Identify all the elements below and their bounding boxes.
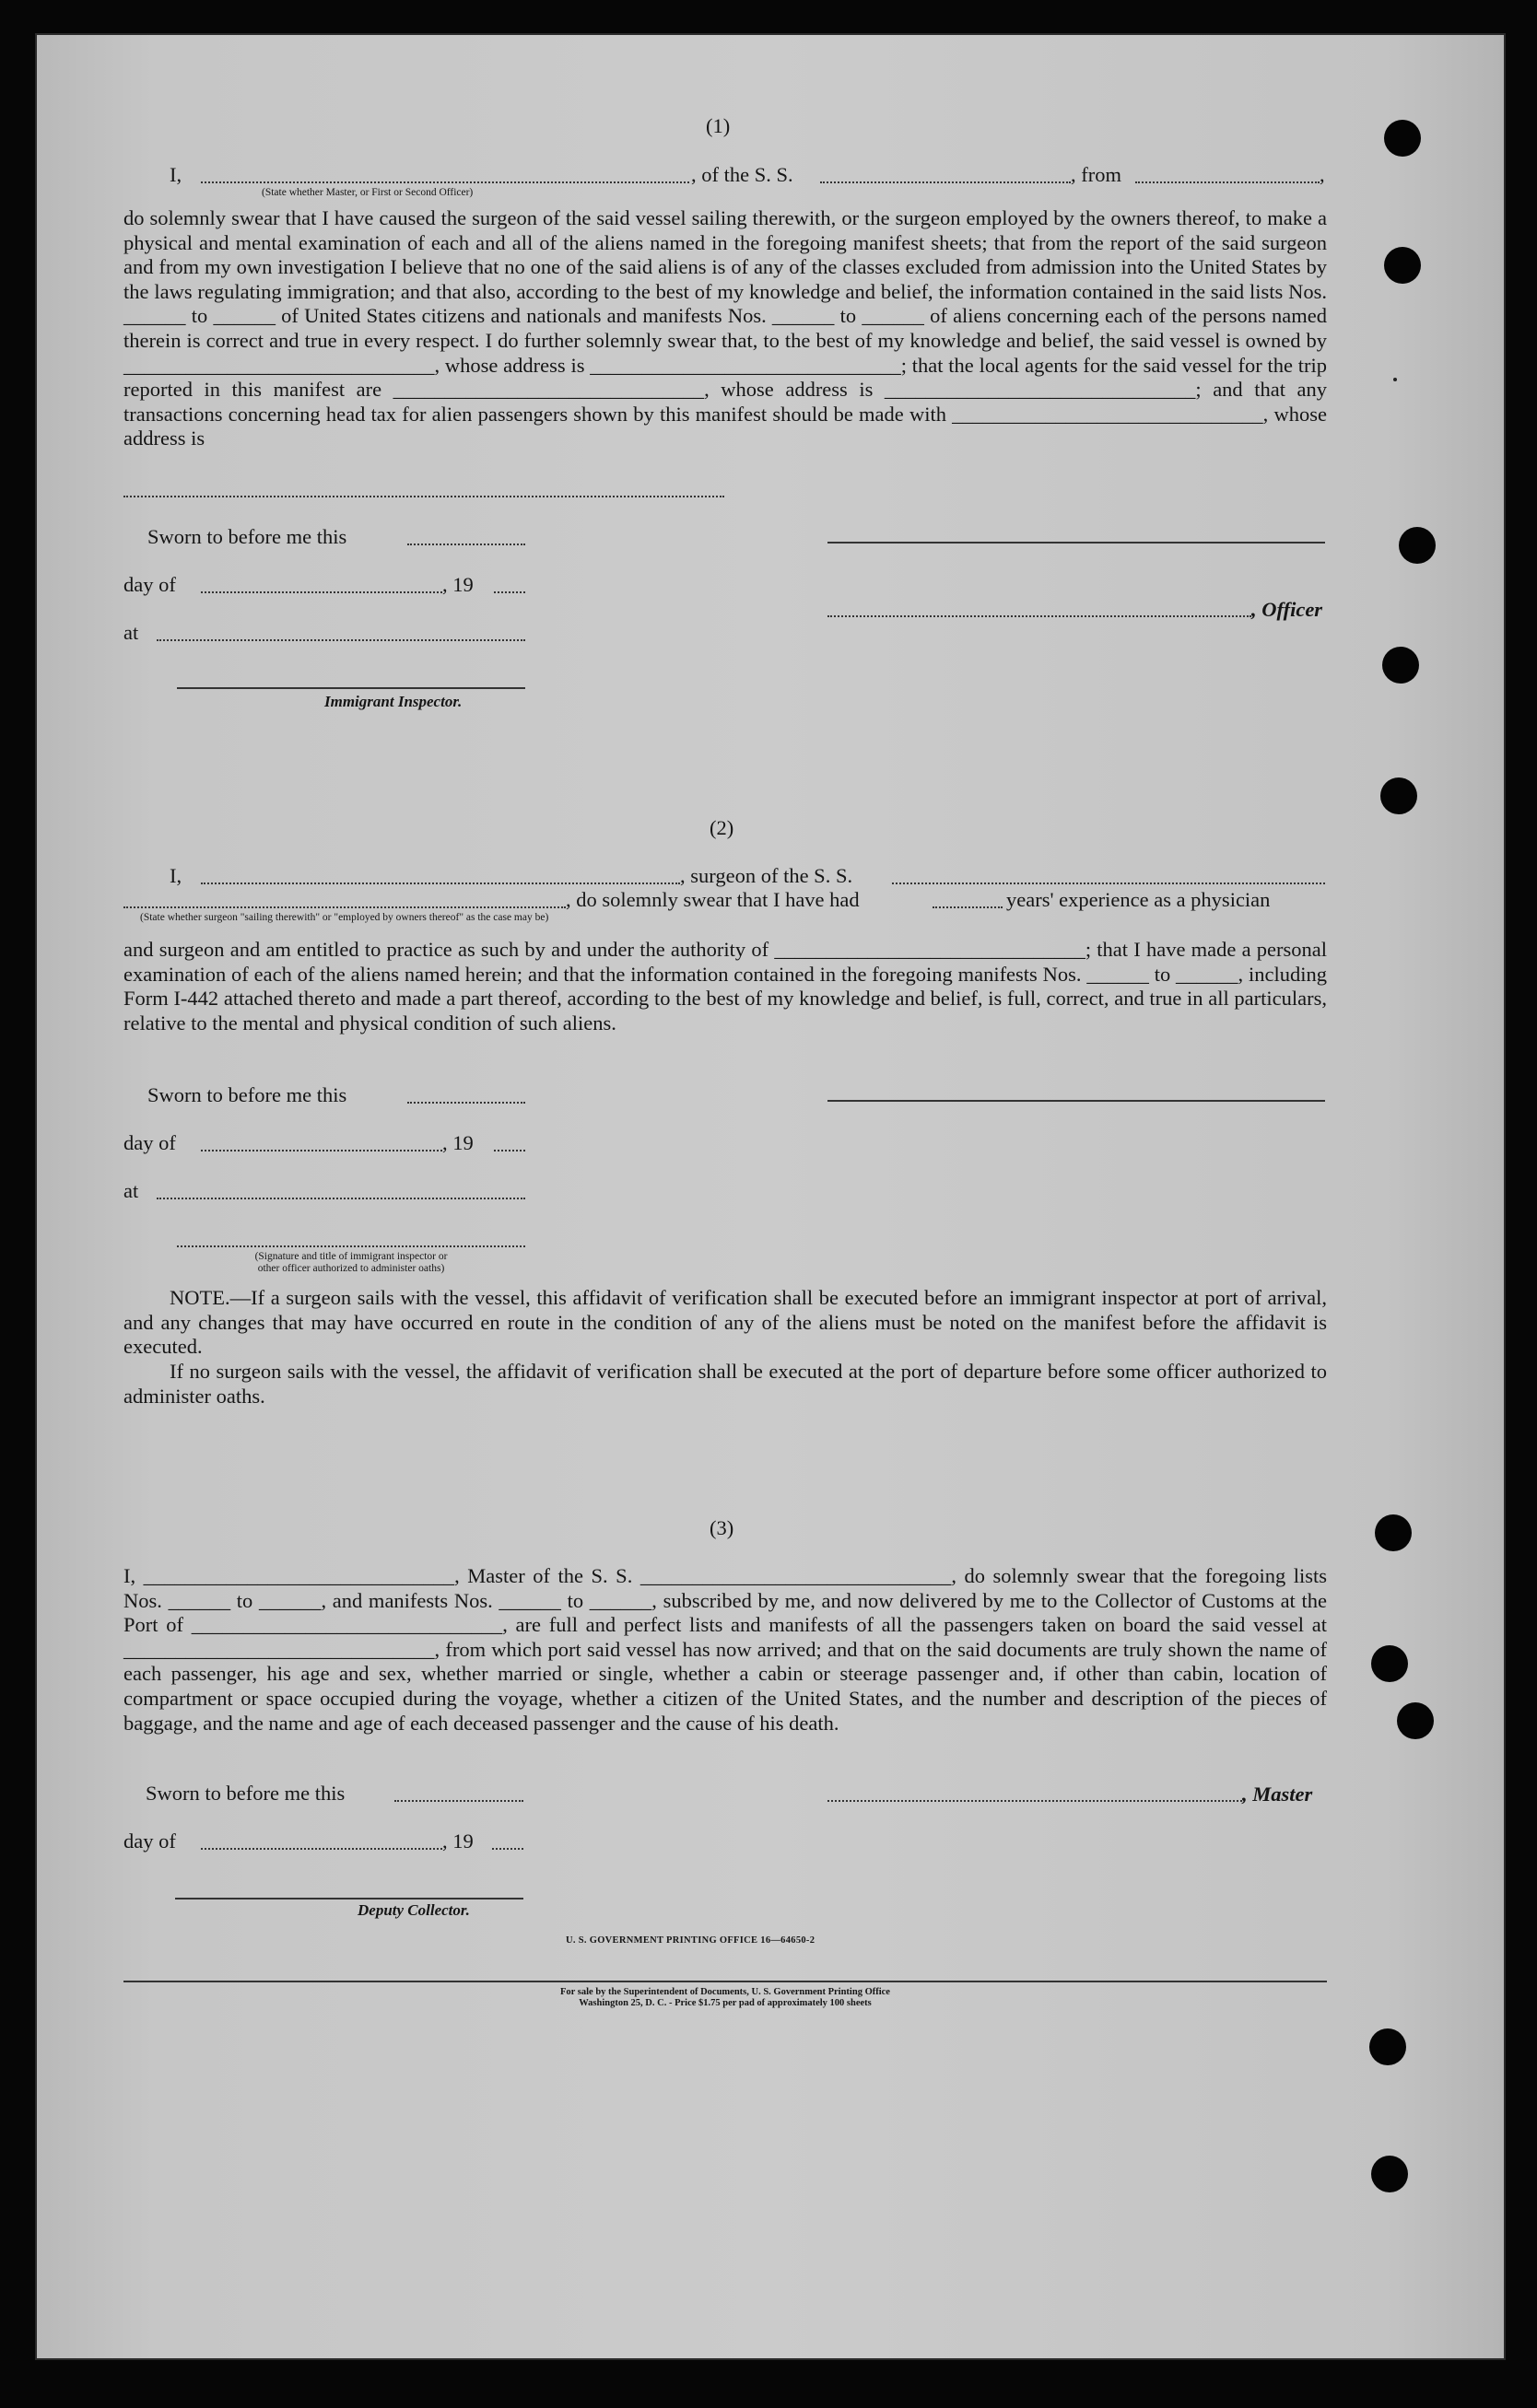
s2-years-label: years' experience as a physician bbox=[1006, 888, 1271, 911]
s3-day-of-label: day of bbox=[123, 1829, 176, 1853]
s2-signature-caption-2: other officer authorized to administer oaths) bbox=[257, 1263, 445, 1274]
s2-at-label: at bbox=[123, 1179, 139, 1202]
s1-sworn-blank[interactable] bbox=[407, 544, 525, 545]
punch-hole bbox=[1384, 247, 1421, 284]
s1-year-label: , 19 bbox=[442, 573, 474, 596]
s2-swear-label: , do solemnly swear that I have had bbox=[566, 888, 860, 911]
s3-year-blank[interactable] bbox=[492, 1848, 523, 1850]
s1-sworn-label: Sworn to before me this bbox=[147, 525, 347, 548]
s3-master-signature-line[interactable] bbox=[827, 1800, 1242, 1802]
s1-officer-name-blank[interactable] bbox=[827, 615, 1251, 617]
s1-year-blank[interactable] bbox=[494, 591, 525, 593]
s3-sworn-blank[interactable] bbox=[394, 1800, 523, 1802]
punch-hole bbox=[1375, 1514, 1412, 1551]
s1-officer-caption: (State whether Master, or First or Second Officer) bbox=[262, 187, 474, 198]
s2-surgeon-signature-line[interactable] bbox=[827, 1100, 1325, 1102]
s1-officer-label: , Officer bbox=[1251, 598, 1323, 621]
punch-hole bbox=[1384, 120, 1421, 157]
section-2-number: (2) bbox=[710, 816, 734, 839]
punch-hole bbox=[1371, 1645, 1408, 1682]
footer-line-2: Washington 25, D. C. - Price $1.75 per pad of approximately 100 sheets bbox=[579, 1998, 872, 2008]
s2-ship-blank[interactable] bbox=[892, 883, 1325, 884]
s3-sworn-label: Sworn to before me this bbox=[146, 1782, 346, 1805]
punch-hole bbox=[1382, 647, 1419, 684]
punch-hole bbox=[1371, 2156, 1408, 2192]
s2-year-label: , 19 bbox=[442, 1131, 474, 1154]
s1-officer-signature-line[interactable] bbox=[827, 542, 1325, 544]
s1-of-ss-label: , of the S. S. bbox=[691, 163, 793, 186]
s1-at-label: at bbox=[123, 621, 139, 644]
punch-hole bbox=[1397, 1702, 1434, 1739]
s2-officer-signature-line[interactable] bbox=[177, 1245, 525, 1247]
s2-sworn-label: Sworn to before me this bbox=[147, 1083, 347, 1106]
s1-from-label: , from bbox=[1071, 163, 1121, 186]
s2-day-blank[interactable] bbox=[201, 1150, 442, 1151]
s2-surgeon-of-label: , surgeon of the S. S. bbox=[680, 864, 853, 887]
s2-sworn-blank[interactable] bbox=[407, 1102, 525, 1104]
s1-day-blank[interactable] bbox=[201, 591, 442, 593]
s3-collector-label: Deputy Collector. bbox=[358, 1901, 470, 1919]
s1-at-blank[interactable] bbox=[157, 639, 525, 641]
s2-oath-paragraph: and surgeon and am entitled to practice as such by and under the authority of ______________________________; that I have made a personal examination of each of the aliens named herein; and that the information contained in the foregoing manifests Nos. ______ to ______, including Form I-442 attached thereto and made a part thereof, according to the best of my knowledge and belief, is full, correct, and true in all particulars, relative to the mental and physical condition of such aliens. bbox=[123, 938, 1327, 1035]
s3-day-blank[interactable] bbox=[201, 1848, 442, 1850]
footer-line-1: For sale by the Superintendent of Documents, U. S. Government Printing Office bbox=[560, 1987, 890, 1997]
s2-surgeon-caption: (State whether surgeon "sailing therewith" or "employed by owners thereof" as the case may be) bbox=[140, 912, 549, 923]
section-3-number: (3) bbox=[710, 1516, 734, 1539]
s2-years-blank[interactable] bbox=[933, 906, 1003, 908]
s3-oath-paragraph: I, ______________________________, Master of the S. S. ______________________________, do solemnly swear that the foregoing lists Nos. ______ to ______, and manifests Nos. ______ to ______, subscribed by me, and now delivered by me to the Collector of Customs at the Port of ______________________________, are full and perfect lists and manifests of all the passengers taken on board the said vessel at ______________________________, from which port said vessel has now arrived; and that on the said documents are truly shown the name of each passenger, his age and sex, whether married or single, whether a cabin or steerage passenger and, if other than cabin, location of compartment or space occupied during the voyage, whether a citizen of the United States, and the number and description of the pieces of baggage, and the name and age of each deceased passenger and the cause of his death. bbox=[123, 1564, 1327, 1735]
mark-dot bbox=[1393, 378, 1397, 381]
s2-i-label: I, bbox=[170, 864, 182, 887]
footer-rule bbox=[123, 1981, 1327, 1982]
s1-from-blank[interactable] bbox=[1135, 181, 1320, 183]
s2-note-2: If no surgeon sails with the vessel, the affidavit of verification shall be executed at the port of departure before some officer authorized to administer oaths. bbox=[123, 1360, 1327, 1408]
punch-hole bbox=[1380, 777, 1417, 814]
punch-hole bbox=[1369, 2028, 1406, 2065]
printing-office-imprint: U. S. GOVERNMENT PRINTING OFFICE 16—64650-2 bbox=[566, 1935, 815, 1946]
s2-signature-caption-1: (Signature and title of immigrant inspector or bbox=[254, 1251, 448, 1262]
s3-collector-signature-line[interactable] bbox=[175, 1898, 523, 1900]
s2-at-blank[interactable] bbox=[157, 1198, 525, 1199]
punch-hole bbox=[1399, 527, 1436, 564]
s2-note-1: NOTE.—If a surgeon sails with the vessel, this affidavit of verification shall be executed before an immigrant inspector at port of arrival, and any changes that may have occurred en route in the condition of any of the aliens must be noted on the manifest before the affidavit is executed. bbox=[123, 1286, 1327, 1359]
s1-day-of-label: day of bbox=[123, 573, 176, 596]
s1-comma: , bbox=[1320, 163, 1325, 186]
s2-day-of-label: day of bbox=[123, 1131, 176, 1154]
s1-ship-blank[interactable] bbox=[820, 181, 1071, 183]
s2-year-blank[interactable] bbox=[494, 1150, 525, 1151]
s1-head-tax-address-blank[interactable] bbox=[123, 496, 724, 497]
s1-oath-paragraph: do solemnly swear that I have caused the surgeon of the said vessel sailing therewith, or the surgeon employed by the owners thereof, to make a physical and mental examination of each and all of the aliens named in the foregoing manifest sheets; that from the report of the said surgeon and from my own investigation I believe that no one of the said aliens is of any of the classes excluded from admission into the United States by the laws regulating immigration; and that also, according to the best of my knowledge and belief, the information contained in the said lists Nos. ______ to ______ of United States citizens and nationals and manifests Nos. ______ to ______ of aliens concerning each of the persons named therein is correct and true in every respect. I do further solemnly swear that, to the best of my knowledge and belief, the said vessel is owned by ______________________________, whose address is ______________________________; that the local agents for the said vessel for the trip reported in this manifest are ______________________________, whose address is ______________________________; and that any transactions concerning head tax for alien passengers shown by this manifest should be made with ______________________________, whose address is bbox=[123, 206, 1327, 450]
s1-inspector-signature-line[interactable] bbox=[177, 687, 525, 689]
s3-year-label: , 19 bbox=[442, 1829, 474, 1853]
s1-inspector-label: Immigrant Inspector. bbox=[324, 693, 463, 710]
section-1-number: (1) bbox=[706, 114, 731, 137]
s3-master-label: , Master bbox=[1242, 1783, 1313, 1806]
s1-i-label: I, bbox=[170, 163, 182, 186]
s2-status-blank[interactable] bbox=[123, 906, 566, 908]
s2-surgeon-blank[interactable] bbox=[201, 883, 680, 884]
s1-officer-blank[interactable] bbox=[201, 181, 689, 183]
